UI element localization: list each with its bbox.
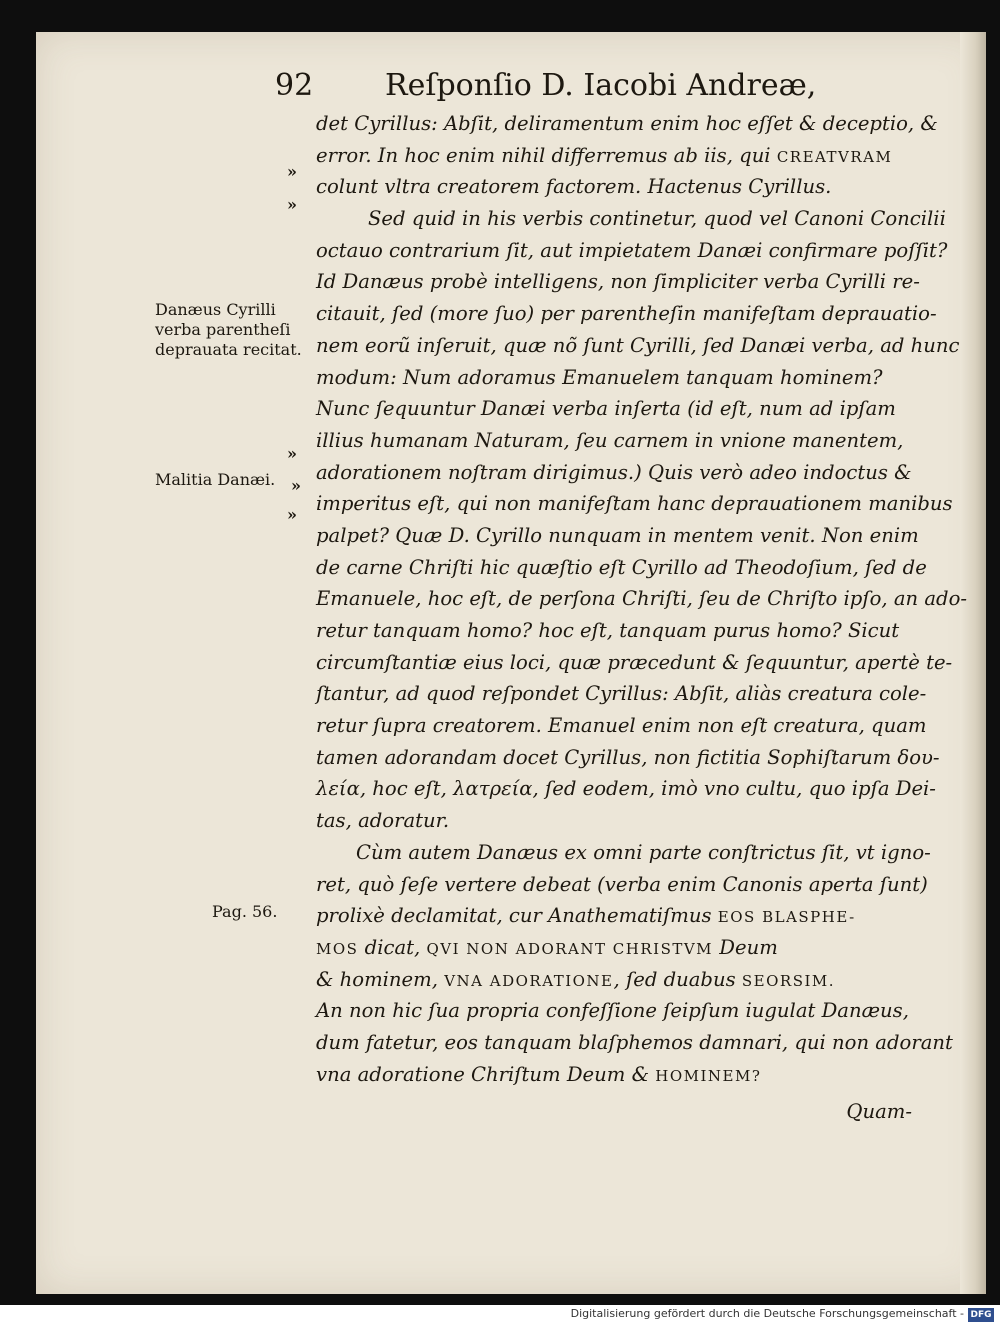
footer-credit: Digitalisierung gefördert durch die Deutsche Forschungsgemeinschaft - bbox=[570, 1307, 964, 1320]
text-line: Id Danæus probè intelligens, non ſimpliciter verba Cyrilli re- bbox=[316, 270, 920, 294]
text-line: ſtantur, ad quod reſpondet Cyrillus: Abſit, aliàs creatura cole- bbox=[316, 682, 927, 706]
text-line: dum fatetur, eos tanquam blaſphemos damnari, qui non adorant bbox=[316, 1030, 953, 1054]
text-line: palpet? Quæ D. Cyrillo nunquam in mentem venit. Non enim bbox=[316, 523, 919, 547]
text-line: citauit, ſed (more ſuo) per parentheſin manifeſtam deprauatio- bbox=[316, 302, 937, 326]
text-line: tamen adorandam docet Cyrillus, non fictitia Sophiſtarum δου- bbox=[316, 745, 940, 769]
quote-mark: » bbox=[287, 162, 297, 181]
quote-mark: » bbox=[287, 505, 297, 524]
text-line: vna adoratione Chriſtum Deum & HOMINEM? bbox=[316, 1062, 762, 1086]
text-line: tas, adoratur. bbox=[316, 809, 450, 833]
text-line: retur ſupra creatorem. Emanuel enim non eſt creatura, quam bbox=[316, 714, 927, 738]
text-line: det Cyrillus: Abſit, deliramentum enim hoc eſſet & deceptio, & bbox=[316, 112, 938, 135]
margin-note-line: Danæus Cyrilli bbox=[155, 300, 276, 319]
page-edge bbox=[960, 32, 986, 1294]
text-line: ret, quò ſeſe vertere debeat (verba enim Canonis aperta ſunt) bbox=[316, 872, 928, 896]
margin-note-line: Pag. 56. bbox=[212, 902, 278, 921]
page-number: 92 bbox=[275, 68, 314, 103]
margin-note-line: verba parentheſi bbox=[155, 320, 291, 339]
dfg-logo-icon: DFG bbox=[968, 1308, 994, 1322]
text-line: modum: Num adoramus Emanuelem tanquam hominem? bbox=[316, 365, 883, 389]
text-line: & hominem, VNA ADORATIONE, ſed duabus SEORSIM. bbox=[316, 967, 836, 991]
body-text bbox=[272, 108, 967, 1128]
text-line: illius humanam Naturam, ſeu carnem in vnione manentem, bbox=[316, 428, 904, 452]
margin-note-line: deprauata recitat. bbox=[155, 340, 302, 359]
text-line: imperitus eſt, qui non manifeſtam hanc deprauationem manibus bbox=[316, 492, 953, 516]
text-line: colunt vltra creatorem factorem. Hactenus Cyrillus. bbox=[316, 175, 832, 199]
text-line: Cùm autem Danæus ex omni parte conſtrictus ſit, vt igno- bbox=[356, 840, 931, 864]
catchword: Quam- bbox=[846, 1100, 912, 1124]
footer-bar bbox=[0, 1305, 1000, 1325]
quote-mark: » bbox=[291, 476, 301, 495]
text-line: retur tanquam homo? hoc eſt, tanquam purus homo? Sicut bbox=[316, 619, 900, 642]
margin-note-malitia bbox=[155, 470, 275, 490]
text-line: Sed quid in his verbis continetur, quod vel Canoni Concilii bbox=[368, 207, 946, 231]
text-line: λεία, hoc eſt, λατρεία, ſed eodem, imò vno cultu, quo ipſa Dei- bbox=[316, 777, 936, 801]
text-line: error. In hoc enim nihil differremus ab iis, qui CREATVRAM bbox=[316, 143, 893, 167]
text-line: MOS dicat, QVI NON ADORANT CHRISTVM Deum bbox=[316, 935, 778, 959]
text-line: prolixè declamitat, cur Anathematiſmus EOS BLASPHE- bbox=[316, 904, 856, 928]
quote-mark: » bbox=[287, 195, 297, 214]
text-line: adorationem noſtram dirigimus.) Quis verò adeo indoctus & bbox=[316, 460, 912, 484]
margin-note-page-ref bbox=[212, 902, 277, 922]
text-line: Emanuele, hoc eſt, de perſona Chriſti, ſeu de Chriſto ipſo, an ado- bbox=[316, 587, 967, 611]
text-line: An non hic ſua propria confeſſione ſeipſum iugulat Danæus, bbox=[316, 999, 909, 1023]
text-line: de carne Chriſti hic quæſtio eſt Cyrillo ad Theodoſium, ſed de bbox=[316, 555, 927, 579]
running-head bbox=[275, 68, 875, 103]
running-title: Reſponſio D. Iacobi Andreæ, bbox=[385, 68, 817, 103]
text-line: Nunc ſequuntur Danæi verba inſerta (id eſt, num ad ipſam bbox=[316, 397, 896, 421]
text-line: octauo contrarium ſit, aut impietatem Danæi confirmare poſſit? bbox=[316, 238, 948, 262]
quote-mark: » bbox=[287, 444, 297, 463]
margin-note-line: Malitia Danæi. bbox=[155, 470, 276, 489]
text-line: nem eorũ inſeruit, quæ nõ ſunt Cyrilli, ſed Danæi verba, ad hunc bbox=[316, 333, 960, 357]
text-line: circumſtantiæ eius loci, quæ præcedunt & ſequuntur, apertè te- bbox=[316, 650, 953, 674]
